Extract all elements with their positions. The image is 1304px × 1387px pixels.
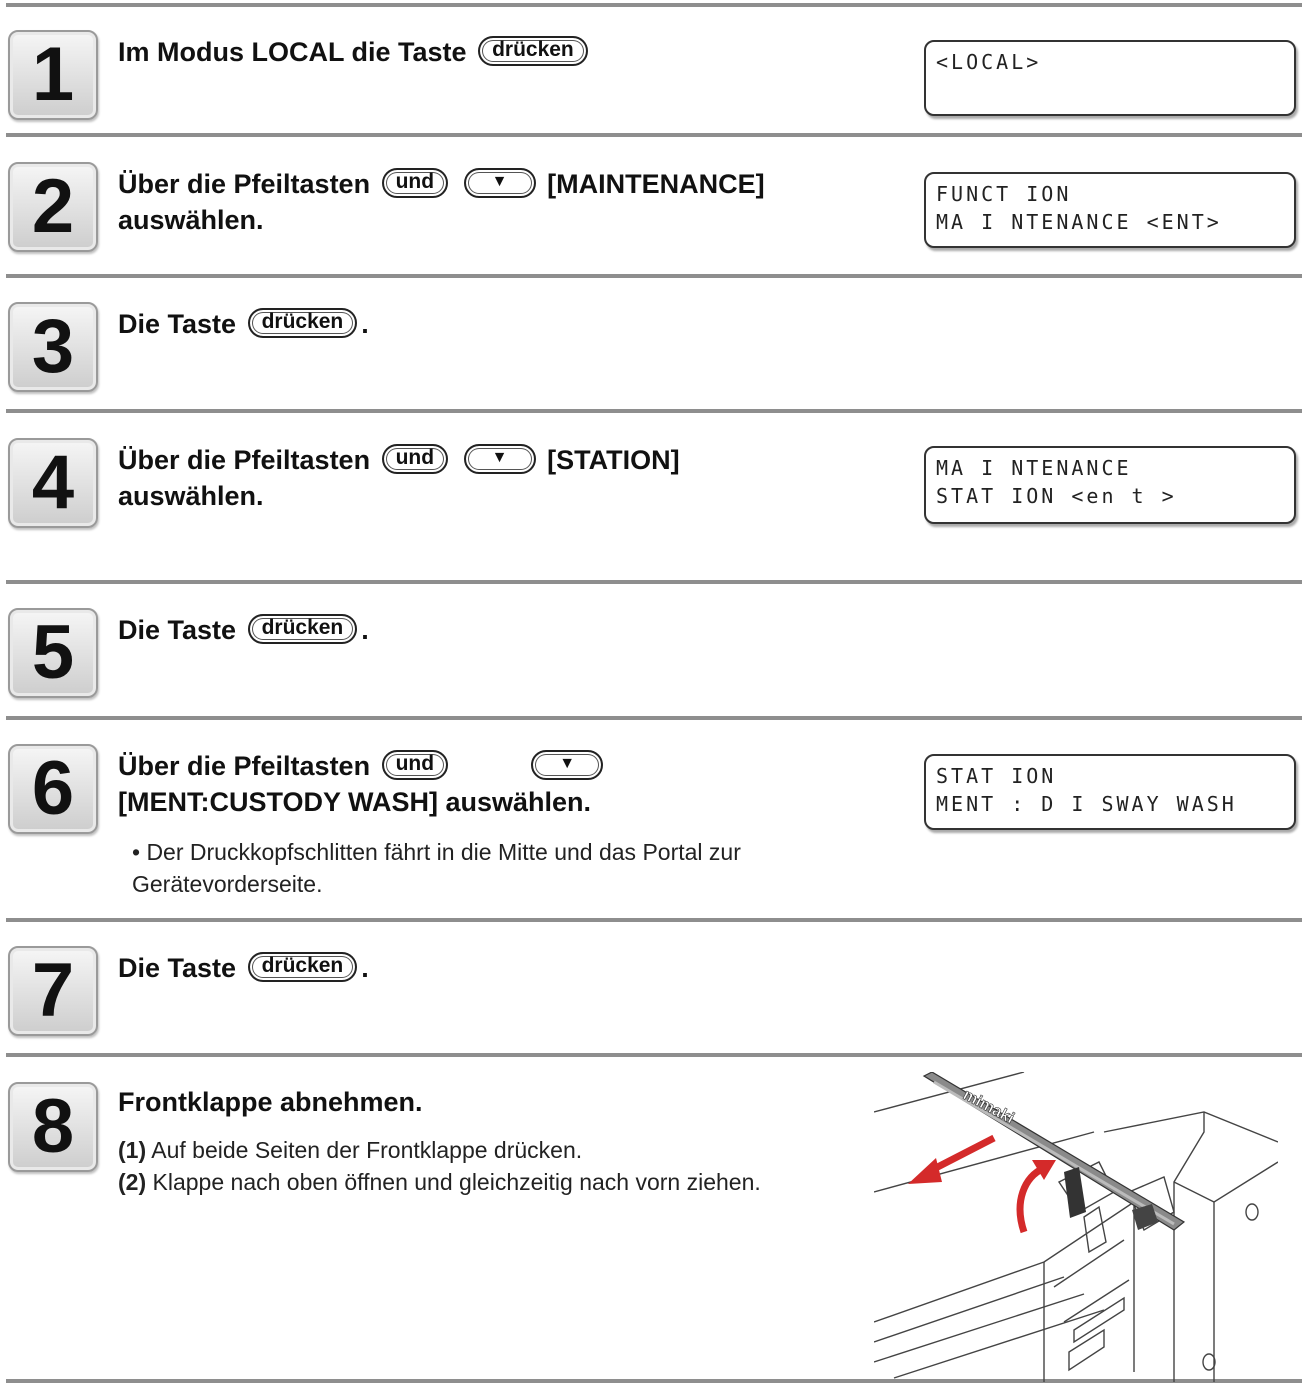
pull-direction-arrow — [908, 1138, 994, 1184]
step-number: 2 — [8, 162, 98, 252]
lift-direction-arrow — [1020, 1160, 1056, 1232]
function-key-button[interactable]: drücken — [478, 36, 588, 66]
sub-step-text: Auf beide Seiten der Frontklappe drücken. — [151, 1137, 583, 1163]
instruction-text-line2: [MENT:CUSTODY WASH] auswählen. — [118, 787, 592, 817]
instruction-text: Über die Pfeiltasten — [118, 445, 371, 475]
sub-step-text: Klappe nach oben öffnen und gleichzeitig nach vorn ziehen. — [152, 1169, 761, 1195]
step-instruction — [118, 34, 592, 70]
instruction-text-line2: auswählen. — [118, 205, 264, 235]
sub-step-2 — [118, 1166, 761, 1198]
lcd-line-2: STAT ION <en t > — [936, 484, 1177, 508]
step-number: 4 — [8, 438, 98, 528]
lcd-line-1: MA I NTENANCE — [936, 456, 1132, 480]
lcd-line-1: <LOCAL> — [936, 50, 1042, 74]
sub-step-label: (1) — [118, 1137, 147, 1163]
step-instruction — [118, 748, 607, 820]
step-number: 3 — [8, 302, 98, 392]
step-instruction — [118, 166, 765, 238]
printer-illustration — [874, 1072, 1278, 1382]
step-number: 6 — [8, 744, 98, 834]
step-number: 5 — [8, 608, 98, 698]
up-key-button[interactable]: und — [382, 444, 448, 474]
step-instruction — [118, 950, 369, 986]
step-number: 8 — [8, 1082, 98, 1172]
up-key-button[interactable]: und — [382, 750, 448, 780]
lcd-display — [924, 754, 1296, 830]
down-key-button[interactable]: ▼ — [531, 750, 603, 780]
lcd-display — [924, 172, 1296, 248]
enter-key-button[interactable]: drücken — [248, 308, 358, 338]
menu-item-text: [STATION] — [547, 445, 680, 475]
down-key-button[interactable]: ▼ — [464, 168, 536, 198]
step-number: 7 — [8, 946, 98, 1036]
lcd-line-1: FUNCT ION — [936, 182, 1072, 206]
up-key-button[interactable]: und — [382, 168, 448, 198]
step-instruction — [118, 306, 369, 342]
top-rule — [6, 3, 1302, 7]
step-heading: Frontklappe abnehmen. — [118, 1087, 423, 1117]
down-key-button[interactable]: ▼ — [464, 444, 536, 474]
divider — [6, 580, 1302, 584]
lcd-display — [924, 40, 1296, 116]
lcd-line-1: STAT ION — [936, 764, 1057, 788]
brand-label: mimaki — [960, 1086, 1017, 1128]
instruction-text: Über die Pfeiltasten — [118, 169, 371, 199]
period: . — [361, 615, 369, 645]
divider — [6, 1053, 1302, 1057]
instruction-text: Die Taste — [118, 953, 237, 983]
lcd-line-2: MA I NTENANCE <ENT> — [936, 210, 1222, 234]
divider — [6, 918, 1302, 922]
enter-key-button[interactable]: drücken — [248, 952, 358, 982]
instruction-text: Über die Pfeiltasten — [118, 751, 371, 781]
menu-item-text: [MAINTENANCE] — [547, 169, 765, 199]
divider — [6, 274, 1302, 278]
divider — [6, 133, 1302, 137]
enter-key-button[interactable]: drücken — [248, 614, 358, 644]
divider — [6, 409, 1302, 413]
sub-step-1 — [118, 1134, 582, 1166]
instruction-text: Die Taste — [118, 615, 237, 645]
instruction-text: Die Taste — [118, 309, 237, 339]
period: . — [361, 953, 369, 983]
step-note: • Der Druckkopfschlitten fährt in die Mitte und das Portal zur Gerätevorderseite. — [132, 839, 741, 897]
lcd-line-2: MENT : D I SWAY WASH — [936, 792, 1237, 816]
step-instruction — [118, 612, 369, 648]
instruction-text-line2: auswählen. — [118, 481, 264, 511]
sub-step-label: (2) — [118, 1169, 147, 1195]
period: . — [361, 309, 369, 339]
lcd-display — [924, 446, 1296, 524]
instruction-text: Im Modus LOCAL die Taste — [118, 37, 467, 67]
step-number: 1 — [8, 30, 98, 120]
divider — [6, 716, 1302, 720]
step-instruction — [118, 442, 680, 514]
